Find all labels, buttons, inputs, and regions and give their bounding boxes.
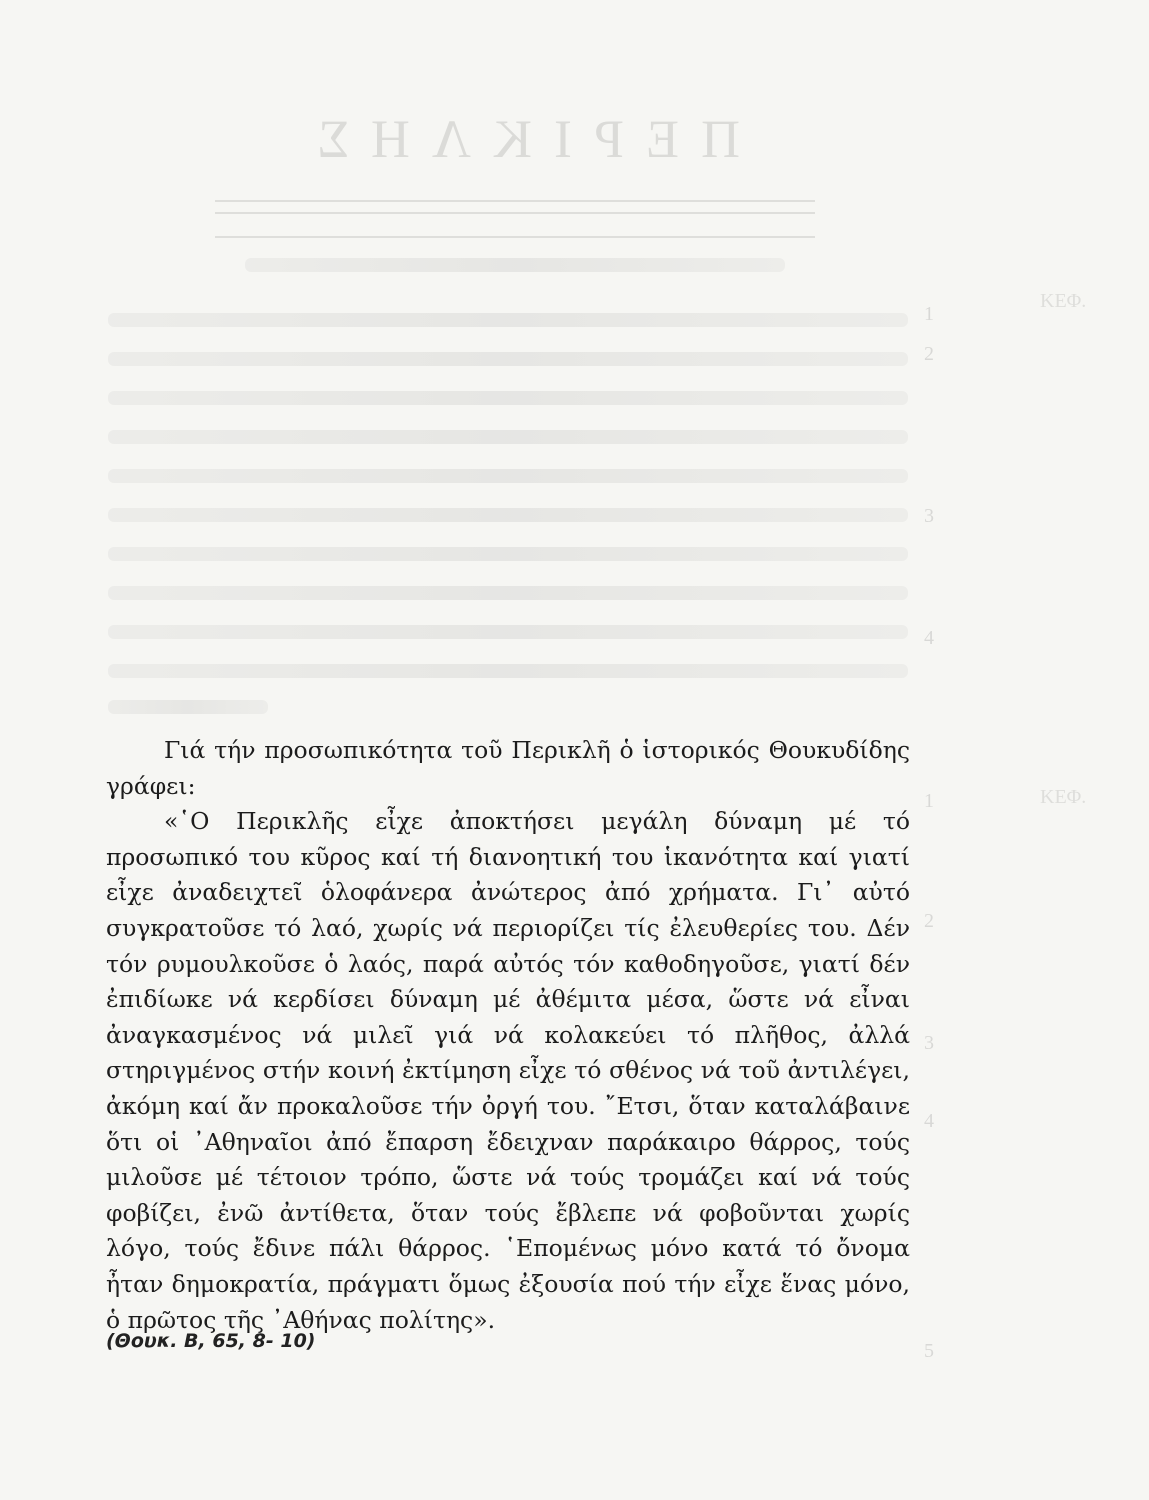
passage-intro: Γιά τήν προσωπικότητα τοῦ Περικλῆ ὁ ἱστορικός Θουκυδίδης γράφει: bbox=[106, 736, 910, 800]
source-citation: (Θουκ. Β, 65, 8- 10) bbox=[106, 1330, 316, 1352]
ghost-line bbox=[108, 469, 908, 483]
ghost-line bbox=[108, 430, 908, 444]
ghost-line bbox=[108, 664, 908, 678]
ghost-margin-number: 4 bbox=[924, 627, 934, 649]
ghost-line bbox=[108, 586, 908, 600]
ghost-margin-number: 4 bbox=[924, 1110, 934, 1132]
ghost-line bbox=[108, 508, 908, 522]
ghost-line bbox=[245, 258, 785, 272]
ghost-margin-note: ΚΕΦ. bbox=[1040, 786, 1087, 808]
ghost-line bbox=[108, 700, 268, 714]
ghost-margin-number: 2 bbox=[924, 910, 934, 932]
ghost-margin-number: 2 bbox=[924, 343, 934, 365]
ghost-margin-number: 3 bbox=[924, 505, 934, 527]
ghost-margin-number: 5 bbox=[924, 1340, 934, 1362]
ghost-margin-number: 1 bbox=[924, 790, 934, 812]
ghost-rule bbox=[215, 236, 815, 238]
ghost-line bbox=[108, 547, 908, 561]
ghost-line bbox=[108, 313, 908, 327]
ghost-rule bbox=[215, 212, 815, 214]
ghost-margin-number: 1 bbox=[924, 303, 934, 325]
ghost-rule bbox=[215, 200, 815, 202]
thucydides-quote: «῾Ο Περικλῆς εἶχε ἀποκτήσει μεγάλη δύναμη μέ τό προσωπικό του κῦρος καί τή διανοητική του ἱκανότητα καί γιατί εἶχε ἀναδειχτεῖ ὁλοφάνερα ἀνώτερος ἀπό χρήματα. Γι᾽ αὐτό συγκρατοῦσε τό λαό, χωρίς νά περιορίζει τίς ἐλευθερίες του. Δέν τόν ρυμουλκοῦσε ὁ λαός, παρά αὐτός τόν καθοδηγοῦσε, γιατί δέν ἐπιδίωκε νά κερδίσει δύναμη μέ ἀθέμιτα μέσα, ὥστε νά εἶναι ἀναγκασμένος νά μιλεῖ γιά νά κολακεύει τό πλῆθος, ἀλλά στηριγμένος στήν κοινή ἐκτίμηση εἶχε τό σθένος νά τοῦ ἀντιλέγει, ἀκόμη καί ἄν προκαλοῦσε τήν ὀργή του. ῎Ετσι, ὅταν καταλάβαινε ὅτι οἱ ᾿Αθηναῖοι ἀπό ἔπαρση ἔδειχναν παράκαιρο θάρρος, τούς μιλοῦσε μέ τέτοιον τρόπο, ὥστε νά τούς τρομάζει καί νά τούς φοβίζει, ἐνῶ ἀντίθετα, ὅταν τούς ἔβλεπε νά φοβοῦνται χωρίς λόγο, τούς ἔδινε πάλι θάρρος. ῾Επομένως μόνο κατά τό ὄνομα ἦταν δημοκρατία, πράγματι ὅμως ἐξουσία πού τήν εἶχε ἕνας μόνο, ὁ πρῶτος τῆς ᾿Αθήνας πολίτης». bbox=[106, 807, 910, 1334]
text-passage bbox=[106, 733, 910, 1338]
ghost-title: ΠΕΡΙΚΛΗΣ bbox=[295, 109, 740, 169]
ghost-line bbox=[108, 391, 908, 405]
ghost-margin-note: ΚΕΦ. bbox=[1040, 290, 1087, 312]
ghost-margin-number: 3 bbox=[924, 1032, 934, 1054]
ghost-line bbox=[108, 352, 908, 366]
ghost-line bbox=[108, 625, 908, 639]
